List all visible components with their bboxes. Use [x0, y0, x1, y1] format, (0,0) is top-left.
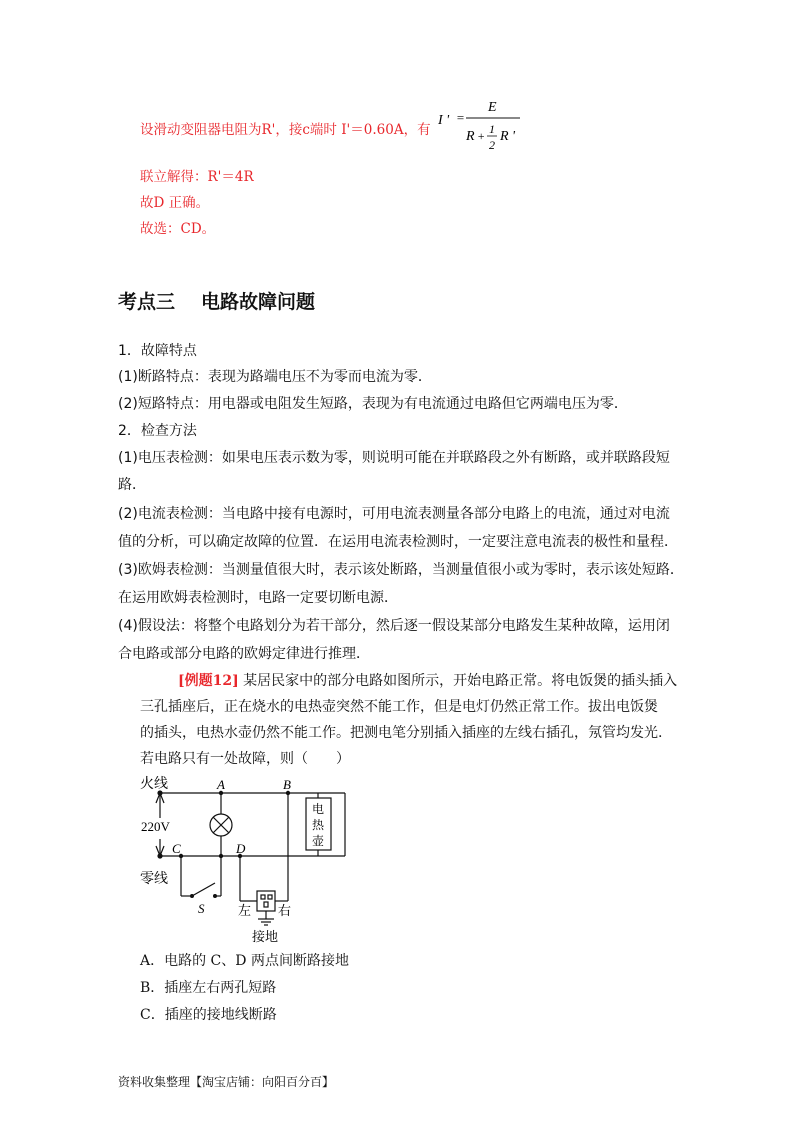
example-text-1: 某居民家中的部分电路如图所示，开始电路正常。将电饭煲的插头插入: [238, 673, 678, 689]
option-b: B．插座左右两孔短路: [140, 980, 277, 996]
label-live: 火线: [140, 776, 168, 792]
solution-line-2: 联立解得：R'＝4R: [140, 169, 254, 185]
example-line-3: 的插头，电热水壶仍然不能工作。把测电笔分别插入插座的左线右插孔，氖管均发光.: [140, 725, 663, 741]
label-point-a: A: [217, 777, 225, 792]
section-title-b: 电路故障问题: [201, 291, 316, 313]
content-line: 路．: [118, 477, 146, 493]
formula-den-r: R: [466, 129, 475, 144]
formula-svg: [436, 94, 526, 156]
circuit-diagram: [120, 773, 360, 948]
section-title-a: 考点三: [118, 291, 176, 313]
content-line: 合电路或部分电路的欧姆定律进行推理．: [118, 646, 370, 662]
label-voltage: 220V: [141, 819, 170, 834]
label-kettle-3: 壶: [312, 834, 325, 848]
formula-lhs: I ': [438, 113, 450, 128]
content-line: 在运用欧姆表检测时，电路一定要切断电源．: [118, 590, 398, 606]
circuit-svg: [120, 773, 360, 948]
label-point-c: C: [172, 841, 181, 856]
label-switch: S: [198, 901, 205, 916]
content-line: 值的分析，可以确定故障的位置．在运用电流表检测时，一定要注意电流表的极性和量程．: [118, 534, 678, 550]
content-line: (1)电压表检测：如果电压表示数为零，则说明可能在并联路段之外有断路，或并联路段短: [118, 450, 670, 466]
label-kettle-2: 热: [312, 818, 325, 832]
section-heading: [118, 287, 315, 314]
label-point-b: B: [283, 777, 291, 792]
example-line-1: [178, 670, 677, 690]
formula-half-num: 1: [489, 122, 495, 136]
example-line-4: 若电路只有一处故障，则（ ）: [140, 751, 350, 767]
example-tag: [例题12]: [178, 673, 239, 689]
label-ground: 接地: [252, 930, 279, 945]
page-footer: 资料收集整理【淘宝店铺：向阳百分百】: [118, 1075, 335, 1089]
solution-line-1: 设滑动变阻器电阻为R'，接c端时 I'＝0.60A，有: [140, 122, 431, 138]
content-line: (2)电流表检测：当电路中接有电源时，可用电流表测量各部分电路上的电流，通过对电流: [118, 506, 670, 522]
solution-line-3: 故D 正确。: [140, 195, 210, 211]
option-c: C．插座的接地线断路: [140, 1007, 277, 1023]
solution-line-4: 故选：CD。: [140, 221, 216, 237]
formula-numerator: E: [488, 100, 497, 115]
content-line: (3)欧姆表检测：当测量值很大时，表示该处断路，当测量值很小或为零时，表示该处短路．: [118, 562, 684, 578]
label-left: 左: [238, 904, 252, 919]
formula-half-den: 2: [489, 138, 495, 152]
content-line: 1．故障特点: [118, 343, 197, 359]
content-line: 2．检查方法: [118, 423, 197, 439]
label-point-d: D: [236, 841, 246, 856]
formula-plus: +: [477, 129, 486, 143]
formula-den-rp: R ': [500, 129, 516, 144]
content-line: (1)断路特点：表现为路端电压不为零而电流为零．: [118, 369, 432, 385]
content-line: (4)假设法：将整个电路划分为若干部分，然后逐一假设某部分电路发生某种故障，运用闭: [118, 618, 670, 634]
option-a: A．电路的 C、D 两点间断路接地: [140, 953, 349, 969]
label-neutral: 零线: [140, 871, 168, 887]
content-line: (2)短路特点：用电器或电阻发生短路，表现为有电流通过电路但它两端电压为零．: [118, 396, 628, 412]
label-right: 右: [278, 904, 292, 919]
formula-current: [436, 94, 526, 156]
formula-eq: =: [456, 110, 465, 125]
label-kettle-1: 电: [312, 802, 325, 816]
example-line-2: 三孔插座后，正在烧水的电热壶突然不能工作，但是电灯仍然正常工作。拔出电饭煲: [140, 699, 658, 715]
